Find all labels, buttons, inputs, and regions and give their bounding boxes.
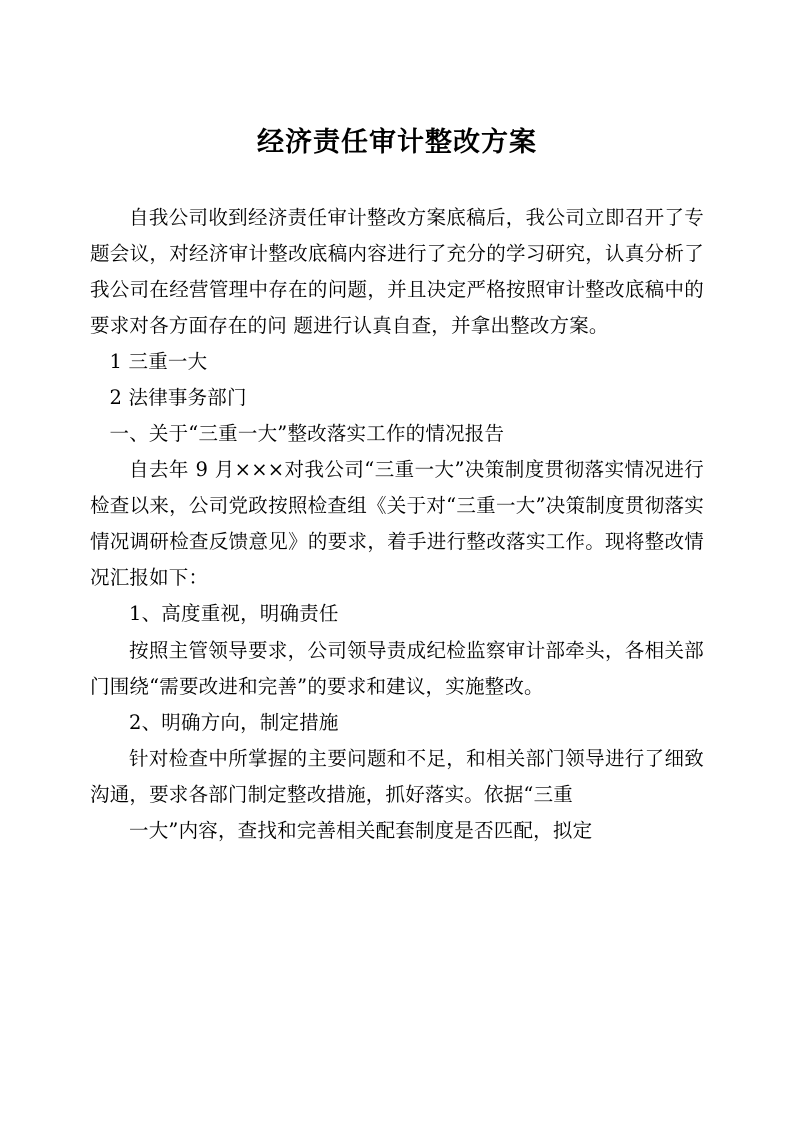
paragraph-2: 1 三重一大 — [109, 350, 208, 374]
paragraph-7: 按照主管领导要求，公司领导责成纪检监察审计部牵头，各相关部门围绕“需要改进和完善”的要求和建议，实施整改。 — [90, 638, 704, 698]
paragraph-10: 一大”内容，查找和完善相关配套制度是否匹配，拟定 — [129, 818, 593, 842]
paragraph-1: 自我公司收到经济责任审计整改方案底稿后，我公司立即召开了专题会议，对经济审计整改底稿内容进行了充分的学习研究，认真分析了我公司在经营管理中存在的问题，并且决定严格按照审计整改底稿中的要求对各方面存在的问 题进行认真自查，并拿出整改方案。 — [90, 205, 704, 337]
paragraph-3: 2 法律事务部门 — [109, 386, 247, 410]
paragraph-9: 针对检查中所掌握的主要问题和不足，和相关部门领导进行了细致沟通，要求各部门制定整改措施，抓好落实。依据“三重 — [90, 746, 704, 806]
paragraph-4: 一、关于“三重一大”整改落实工作的情况报告 — [109, 422, 505, 446]
document-body — [90, 200, 704, 849]
paragraph-5: 自去年 9 月×××对我公司“三重一大”决策制度贯彻落实情况进行检查以来，公司党政按照检查组《关于对“三重一大”决策制度贯彻落实情况调研检查反馈意见》的要求，着手进行整改落实工作。现将整改情况汇报如下： — [90, 458, 704, 590]
page-title: 经济责任审计整改方案 — [257, 127, 537, 158]
paragraph-8: 2、明确方向，制定措施 — [129, 710, 339, 734]
paragraph-6: 1、高度重视，明确责任 — [129, 602, 339, 626]
